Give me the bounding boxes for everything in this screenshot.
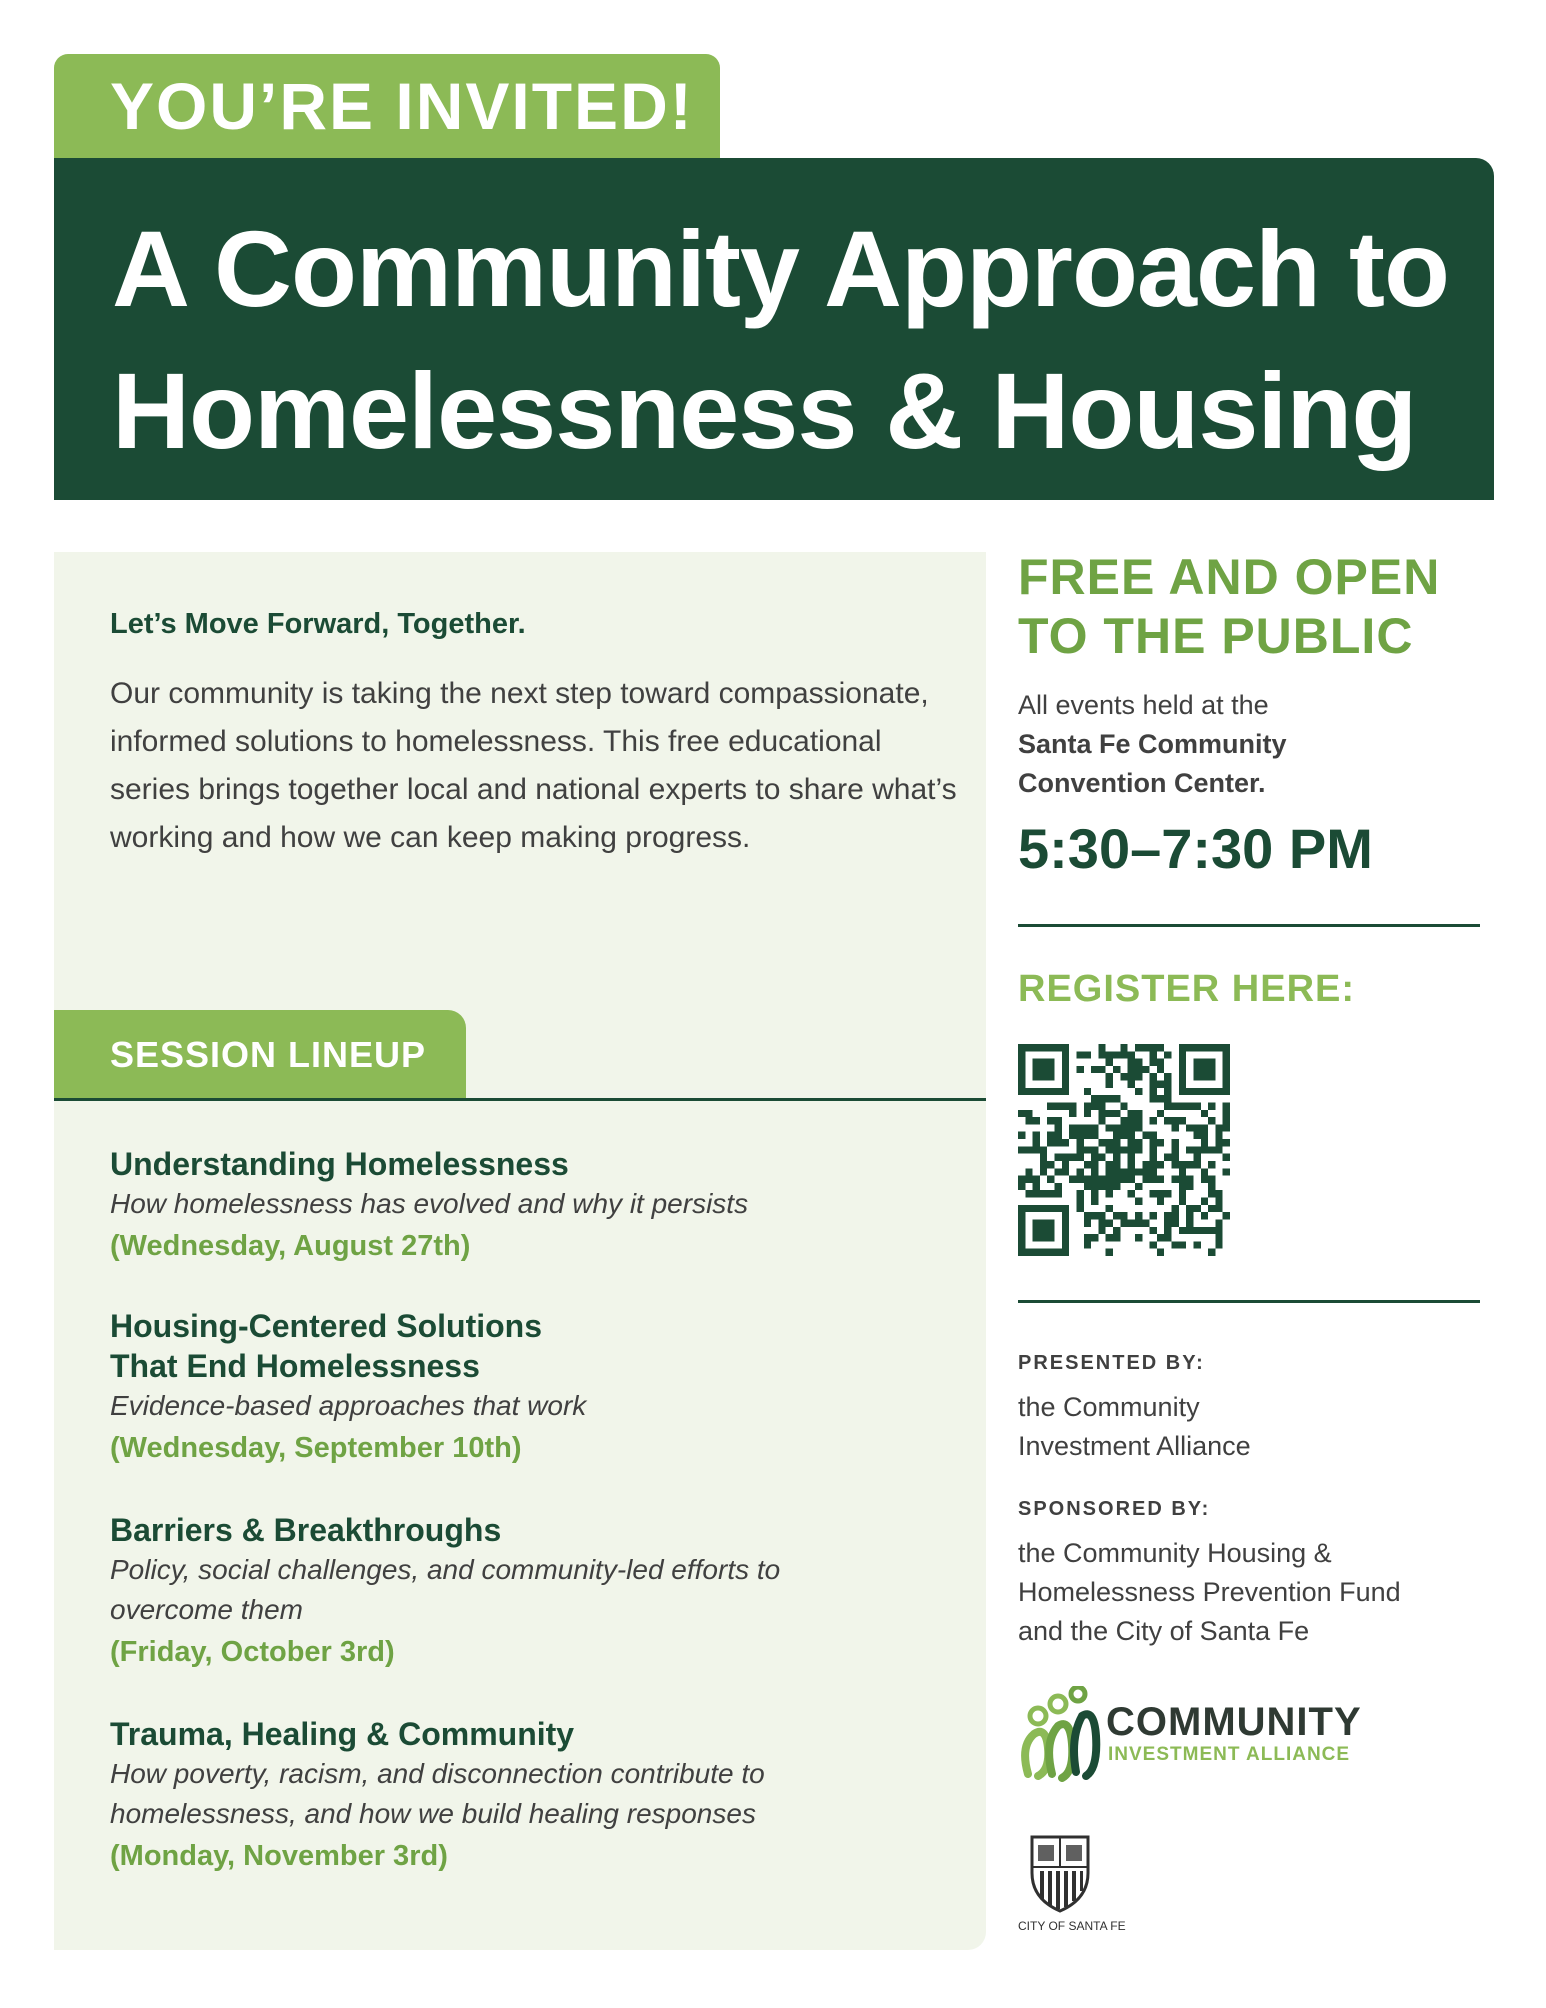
session-title: Barriers & Breakthroughs — [110, 1512, 502, 1548]
venue-info — [1018, 686, 1287, 803]
title-banner — [54, 158, 1494, 500]
cia-logo-subtitle: INVESTMENT ALLIANCE — [1108, 1744, 1351, 1765]
venue-name-line-2: Convention Center. — [1018, 768, 1266, 798]
register-qr-code[interactable] — [1018, 1044, 1230, 1256]
session-description: Evidence-based approaches that work — [110, 1390, 587, 1421]
session-title: Trauma, Healing & Community — [110, 1716, 575, 1752]
session-date: (Monday, November 3rd) — [110, 1840, 448, 1872]
people-logo-icon — [1018, 1686, 1106, 1782]
free-open-heading — [1018, 548, 1440, 666]
presented-line-1: the Community — [1018, 1392, 1200, 1422]
community-investment-alliance-logo — [1018, 1686, 1378, 1786]
register-heading: REGISTER HERE: — [1018, 968, 1356, 1010]
sponsored-by-text — [1018, 1534, 1401, 1651]
presented-by-label: PRESENTED BY: — [1018, 1352, 1205, 1374]
intro-heading: Let’s Move Forward, Together. — [110, 608, 526, 640]
session-date: (Friday, October 3rd) — [110, 1636, 395, 1668]
session-title: Understanding Homelessness — [110, 1146, 569, 1182]
venue-name-line-1: Santa Fe Community — [1018, 729, 1287, 759]
city-of-santa-fe-logo — [1018, 1833, 1138, 1943]
presented-line-2: Investment Alliance — [1018, 1431, 1251, 1461]
session-description: How homelessness has evolved and why it persists — [110, 1188, 749, 1219]
session-description: Policy, social challenges, and community-led efforts to overcome them — [110, 1554, 781, 1625]
session-date: (Wednesday, August 27th) — [110, 1230, 471, 1262]
title-line-2: Homelessness & Housing — [112, 350, 1417, 471]
session-item — [110, 1306, 970, 1470]
cia-logo-name: COMMUNITY — [1106, 1700, 1362, 1744]
venue-prefix: All events held at the — [1018, 690, 1269, 720]
divider — [1018, 924, 1480, 927]
invited-banner — [54, 54, 720, 159]
divider — [1018, 1300, 1480, 1303]
free-line-1: FREE AND OPEN — [1018, 549, 1441, 605]
city-logo-name: CITY OF SANTA FE — [1018, 1919, 1126, 1933]
session-lineup-tab — [54, 1010, 466, 1098]
free-line-2: TO THE PUBLIC — [1018, 608, 1414, 664]
sponsored-line-1: the Community Housing & — [1018, 1538, 1332, 1568]
sponsored-line-3: and the City of Santa Fe — [1018, 1616, 1310, 1646]
session-lineup-label: SESSION LINEUP — [110, 1034, 427, 1075]
sponsored-line-2: Homelessness Prevention Fund — [1018, 1577, 1401, 1607]
session-item — [110, 1510, 970, 1674]
session-item — [110, 1714, 970, 1878]
event-time: 5:30–7:30 PM — [1018, 817, 1373, 880]
presented-by-text — [1018, 1388, 1251, 1466]
title-line-1: A Community Approach to — [112, 208, 1449, 329]
page-title — [112, 198, 1449, 482]
city-seal-icon — [1028, 1833, 1092, 1913]
intro-body: Our community is taking the next step toward compassionate, informed solutions to homelessness. This free educational series brings together local and national experts to share what’s working and how we can keep making progress. — [110, 677, 957, 854]
session-title: Housing-Centered Solutions — [110, 1308, 542, 1344]
sponsored-by-label: SPONSORED BY: — [1018, 1498, 1211, 1520]
lineup-divider — [54, 1098, 986, 1101]
session-item — [110, 1144, 970, 1268]
session-date: (Wednesday, September 10th) — [110, 1432, 522, 1464]
session-title-line-2: That End Homelessness — [110, 1348, 480, 1384]
invited-text: YOU’RE INVITED! — [110, 69, 694, 143]
session-description: How poverty, racism, and disconnection contribute to homelessness, and how we build healing responses — [110, 1758, 765, 1829]
left-panel — [54, 552, 986, 1950]
